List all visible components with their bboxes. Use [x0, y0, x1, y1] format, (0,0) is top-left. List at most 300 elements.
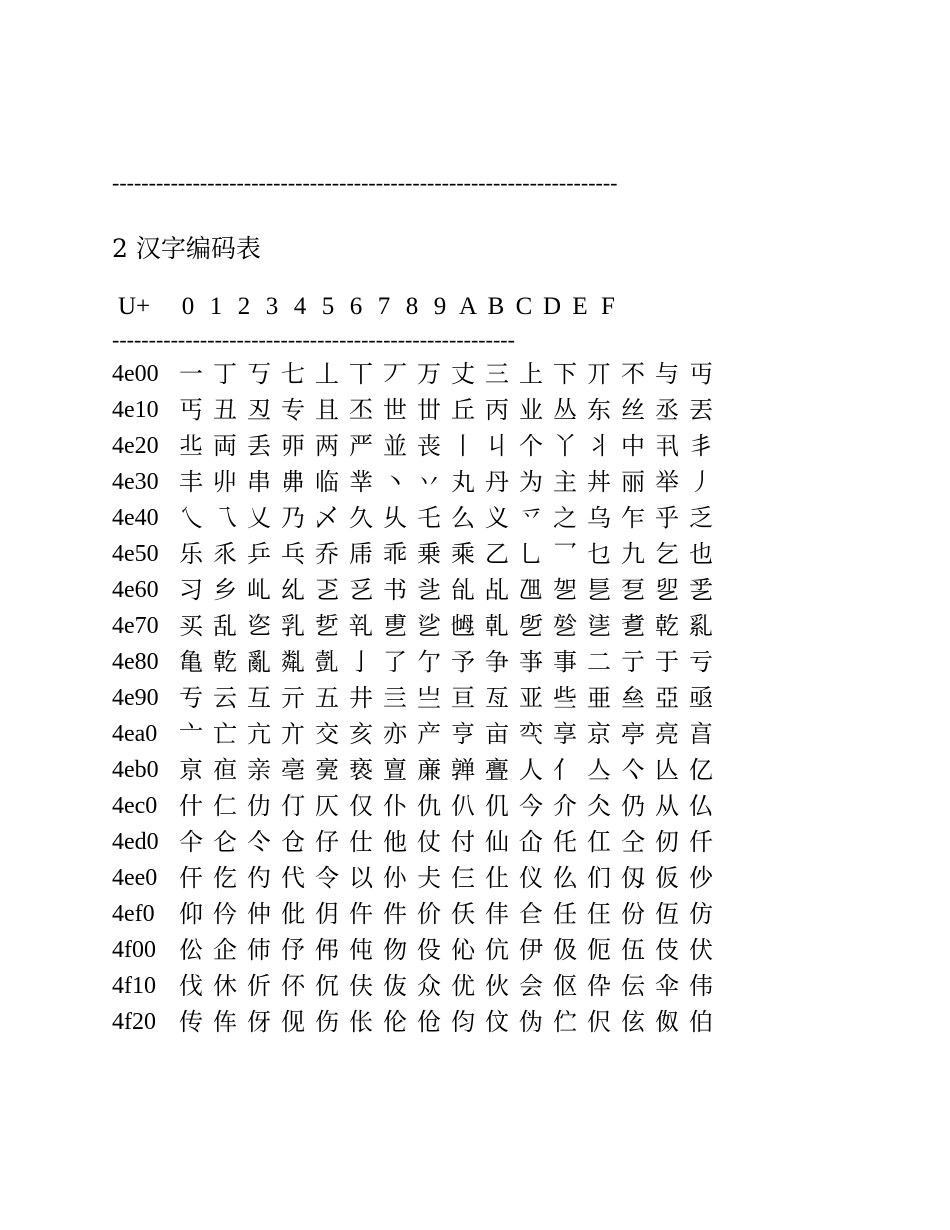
char-cell: 丟 — [689, 396, 713, 424]
char-cell: 乚 — [519, 540, 543, 568]
char-cell: 产 — [417, 720, 441, 748]
char-cell: 伜 — [587, 972, 611, 1000]
char-cell: 乌 — [587, 504, 611, 532]
char-cell: 争 — [485, 648, 509, 676]
char-cell: 丏 — [689, 360, 713, 388]
char-cell: 他 — [383, 828, 407, 856]
char-cell: 亩 — [485, 720, 509, 748]
char-cell: 些 — [553, 684, 577, 712]
table-row — [112, 824, 718, 860]
header-divider-line: ------------------------------------------------------- — [112, 327, 515, 352]
char-cell: 伉 — [485, 936, 509, 964]
row-characters — [174, 1004, 718, 1040]
char-cell: 亡 — [213, 720, 237, 748]
char-cell: 么 — [451, 504, 475, 532]
char-cell: 丘 — [451, 396, 475, 424]
char-cell: 介 — [553, 792, 577, 820]
char-cell: 伆 — [383, 936, 407, 964]
char-cell: 丮 — [655, 432, 679, 460]
header-column-5: 5 — [321, 293, 335, 320]
char-cell: 亀 — [179, 648, 203, 676]
char-cell: 仗 — [417, 828, 441, 856]
char-cell: 伧 — [417, 1008, 441, 1036]
header-columns — [174, 293, 622, 321]
char-cell: 丼 — [587, 468, 611, 496]
char-cell: 丑 — [213, 396, 237, 424]
header-column-e: E — [572, 293, 588, 320]
char-cell: 仠 — [179, 864, 203, 892]
char-cell: 人 — [519, 756, 543, 784]
char-cell: 仐 — [179, 828, 203, 856]
char-cell: 乿 — [689, 612, 713, 640]
char-cell: 乇 — [417, 504, 441, 532]
table-row — [112, 608, 718, 644]
header-column-2: 2 — [237, 293, 251, 320]
char-cell: 乭 — [621, 576, 645, 604]
char-cell: 仵 — [349, 900, 373, 928]
char-cell: 乨 — [451, 576, 475, 604]
table-row — [112, 644, 718, 680]
char-cell: 仃 — [281, 792, 305, 820]
char-cell: 亮 — [655, 720, 679, 748]
char-cell: 乞 — [655, 540, 679, 568]
char-cell: 乜 — [587, 540, 611, 568]
char-cell: 举 — [655, 468, 679, 496]
row-code: 4e10 — [112, 396, 159, 423]
char-cell: 丣 — [281, 432, 305, 460]
char-cell: 仢 — [247, 864, 271, 892]
header-column-4: 4 — [293, 293, 307, 320]
char-cell: 之 — [553, 504, 577, 532]
char-cell: 伅 — [349, 936, 373, 964]
char-cell: 乥 — [349, 576, 373, 604]
char-cell: 丹 — [485, 468, 509, 496]
char-cell: 乳 — [281, 612, 305, 640]
row-characters — [174, 608, 718, 644]
row-code: 4ed0 — [112, 828, 159, 855]
char-cell: 乲 — [247, 612, 271, 640]
char-cell: 仝 — [621, 828, 645, 856]
char-cell: 伛 — [553, 972, 577, 1000]
char-cell: 乎 — [655, 504, 679, 532]
section-title: 2 汉字编码表 — [112, 234, 261, 263]
char-cell: 仁 — [213, 792, 237, 820]
char-cell: 亾 — [655, 756, 679, 784]
char-cell: 乸 — [451, 612, 475, 640]
char-cell: 仓 — [281, 828, 305, 856]
char-cell: 为 — [519, 468, 543, 496]
char-cell: 亊 — [519, 648, 543, 676]
char-cell: 事 — [553, 648, 577, 676]
char-cell: 也 — [689, 540, 713, 568]
char-cell: 仲 — [247, 900, 271, 928]
char-cell: 丁 — [213, 360, 237, 388]
char-cell: 乘 — [451, 540, 475, 568]
char-cell: 伩 — [485, 1008, 509, 1036]
char-cell: 仯 — [689, 864, 713, 892]
table-row — [112, 680, 718, 716]
char-cell: 丢 — [247, 432, 271, 460]
char-cell: 亖 — [383, 684, 407, 712]
char-cell: 仈 — [451, 792, 475, 820]
char-cell: 仸 — [451, 900, 475, 928]
char-cell: 仾 — [655, 900, 679, 928]
char-cell: 乺 — [519, 612, 543, 640]
char-cell: 仉 — [485, 792, 509, 820]
char-cell: 仪 — [519, 864, 543, 892]
char-cell: 仍 — [621, 792, 645, 820]
char-cell: 今 — [519, 792, 543, 820]
row-characters — [174, 896, 718, 932]
char-cell: 仂 — [247, 792, 271, 820]
char-cell: 丅 — [349, 360, 373, 388]
char-cell: 亳 — [281, 756, 305, 784]
char-cell: 仜 — [587, 828, 611, 856]
char-cell: 亄 — [315, 648, 339, 676]
char-cell: 于 — [655, 648, 679, 676]
char-cell: 亓 — [281, 684, 305, 712]
char-cell: 亅 — [349, 648, 373, 676]
char-cell: 伊 — [519, 936, 543, 964]
char-cell: 亚 — [519, 684, 543, 712]
char-cell: 亝 — [621, 684, 645, 712]
char-cell: 价 — [417, 900, 441, 928]
char-cell: 京 — [587, 720, 611, 748]
char-cell: 伦 — [383, 1008, 407, 1036]
char-cell: 主 — [553, 468, 577, 496]
header-column-b: B — [487, 293, 505, 320]
char-cell: 伖 — [383, 972, 407, 1000]
char-cell: 乗 — [417, 540, 441, 568]
char-cell: 亼 — [587, 756, 611, 784]
char-cell: 乾 — [655, 612, 679, 640]
char-cell: 不 — [621, 360, 645, 388]
char-cell: 万 — [417, 360, 441, 388]
char-cell: 仺 — [519, 900, 543, 928]
char-cell: 両 — [213, 432, 237, 460]
char-cell: 仟 — [689, 828, 713, 856]
char-cell: 乱 — [213, 612, 237, 640]
char-cell: 亲 — [247, 756, 271, 784]
char-cell: 伄 — [315, 936, 339, 964]
char-cell: 亟 — [689, 684, 713, 712]
char-cell: 亻 — [553, 756, 577, 784]
char-cell: 丠 — [179, 432, 203, 460]
char-cell: 乕 — [349, 540, 373, 568]
char-cell: 乢 — [247, 576, 271, 604]
char-cell: 仇 — [417, 792, 441, 820]
char-cell: 什 — [179, 792, 203, 820]
char-cell: 丗 — [417, 396, 441, 424]
row-code: 4ec0 — [112, 792, 158, 819]
char-cell: 丐 — [179, 396, 203, 424]
char-cell: 仒 — [247, 828, 271, 856]
row-characters — [174, 680, 718, 716]
row-characters — [174, 788, 718, 824]
column-header-row — [112, 290, 622, 324]
char-cell: 乼 — [587, 612, 611, 640]
row-code: 4e60 — [112, 576, 159, 603]
table-row — [112, 536, 718, 572]
char-cell: 且 — [315, 396, 339, 424]
char-cell: 丧 — [417, 432, 441, 460]
char-cell: 们 — [587, 864, 611, 892]
char-cell: 伐 — [179, 972, 203, 1000]
char-cell: 予 — [451, 648, 475, 676]
char-cell: 亦 — [383, 720, 407, 748]
char-cell: 乊 — [519, 504, 543, 532]
char-cell: 乽 — [621, 612, 645, 640]
char-cell: 亞 — [655, 684, 679, 712]
char-cell: 乮 — [655, 576, 679, 604]
char-cell: 亸 — [451, 756, 475, 784]
char-cell: 丱 — [213, 468, 237, 496]
char-cell: 从 — [655, 792, 679, 820]
char-cell: 仑 — [213, 828, 237, 856]
row-characters — [174, 536, 718, 572]
char-cell: 亪 — [519, 720, 543, 748]
char-cell: 乩 — [485, 576, 509, 604]
table-row — [112, 968, 718, 1004]
row-code: 4ef0 — [112, 900, 155, 927]
char-cell: 书 — [383, 576, 407, 604]
table-row — [112, 392, 718, 428]
char-cell: 乧 — [417, 576, 441, 604]
char-cell: 伟 — [689, 972, 713, 1000]
header-column-9: 9 — [433, 293, 447, 320]
char-cell: 伡 — [213, 1008, 237, 1036]
char-cell: 仴 — [315, 900, 339, 928]
char-cell: 乂 — [247, 504, 271, 532]
char-cell: 久 — [349, 504, 373, 532]
char-cell: 了 — [383, 648, 407, 676]
char-cell: 乁 — [213, 504, 237, 532]
table-row — [112, 716, 718, 752]
char-cell: 乣 — [281, 576, 305, 604]
char-cell: 一 — [179, 360, 203, 388]
char-cell: 仞 — [655, 828, 679, 856]
char-cell: 仧 — [417, 864, 441, 892]
header-column-3: 3 — [265, 293, 279, 320]
char-cell: 仌 — [587, 792, 611, 820]
header-column-d: D — [542, 293, 562, 320]
row-characters — [174, 968, 718, 1004]
char-cell: 亹 — [485, 756, 509, 784]
char-cell: 付 — [451, 828, 475, 856]
table-row — [112, 464, 718, 500]
char-cell: 亏 — [689, 648, 713, 676]
char-cell: 传 — [179, 1008, 203, 1036]
char-cell: 三 — [485, 360, 509, 388]
char-cell: 交 — [315, 720, 339, 748]
char-cell: 串 — [247, 468, 271, 496]
char-cell: 並 — [383, 432, 407, 460]
char-cell: 五 — [315, 684, 339, 712]
char-cell: 丒 — [247, 396, 271, 424]
code-table — [112, 356, 718, 1040]
char-cell: 仚 — [519, 828, 543, 856]
char-cell: 仮 — [655, 864, 679, 892]
char-cell: 休 — [213, 972, 237, 1000]
char-cell: 乒 — [247, 540, 271, 568]
char-cell: 乫 — [553, 576, 577, 604]
table-row — [112, 896, 718, 932]
header-column-c: C — [515, 293, 533, 320]
char-cell: 世 — [383, 396, 407, 424]
char-cell: 丰 — [179, 468, 203, 496]
table-row — [112, 428, 718, 464]
char-cell: 仹 — [485, 900, 509, 928]
char-cell: 丛 — [553, 396, 577, 424]
char-cell: 专 — [281, 396, 305, 424]
char-cell: 与 — [655, 360, 679, 388]
char-cell: 仛 — [553, 828, 577, 856]
row-code: 4f10 — [112, 972, 156, 999]
char-cell: 亘 — [451, 684, 475, 712]
char-cell: 丳 — [281, 468, 305, 496]
char-cell: 亥 — [349, 720, 373, 748]
char-cell: 丸 — [451, 468, 475, 496]
char-cell: 伂 — [247, 936, 271, 964]
char-cell: 伤 — [315, 1008, 339, 1036]
char-cell: 丄 — [315, 360, 339, 388]
char-cell: 仳 — [281, 900, 305, 928]
char-cell: 伮 — [655, 1008, 679, 1036]
char-cell: 乹 — [485, 612, 509, 640]
header-prefix: U+ — [118, 293, 151, 320]
char-cell: 丽 — [621, 468, 645, 496]
char-cell: 丂 — [247, 360, 271, 388]
char-cell: 企 — [213, 936, 237, 964]
header-column-0: 0 — [181, 293, 195, 320]
char-cell: 乶 — [383, 612, 407, 640]
table-row — [112, 788, 718, 824]
char-cell: 亙 — [485, 684, 509, 712]
table-row — [112, 1004, 718, 1040]
header-column-f: F — [601, 293, 615, 320]
char-cell: 享 — [553, 720, 577, 748]
char-cell: 乻 — [553, 612, 577, 640]
char-cell: 亭 — [621, 720, 645, 748]
table-row — [112, 860, 718, 896]
char-cell: 亵 — [349, 756, 373, 784]
row-characters — [174, 860, 718, 896]
char-cell: 九 — [621, 540, 645, 568]
row-characters — [174, 500, 718, 536]
char-cell: 伬 — [587, 1008, 611, 1036]
char-cell: 伝 — [621, 972, 645, 1000]
char-cell: 丫 — [553, 432, 577, 460]
char-cell: 乬 — [587, 576, 611, 604]
char-cell: 伏 — [689, 936, 713, 964]
row-code: 4f20 — [112, 1008, 156, 1035]
char-cell: 伎 — [655, 936, 679, 964]
char-cell: 伌 — [587, 936, 611, 964]
char-cell: 丿 — [689, 468, 713, 496]
char-cell: 伥 — [349, 1008, 373, 1036]
char-cell: 乀 — [179, 504, 203, 532]
row-code: 4e50 — [112, 540, 159, 567]
char-cell: 乑 — [213, 540, 237, 568]
row-code: 4eb0 — [112, 756, 159, 783]
char-cell: 乖 — [383, 540, 407, 568]
char-cell: 伈 — [451, 936, 475, 964]
char-cell: 乴 — [315, 612, 339, 640]
table-row — [112, 356, 718, 392]
row-code: 4e30 — [112, 468, 159, 495]
char-cell: 乓 — [281, 540, 305, 568]
char-cell: 严 — [349, 432, 373, 460]
char-cell: 伢 — [247, 1008, 271, 1036]
char-cell: 仅 — [349, 792, 373, 820]
row-characters — [174, 572, 718, 608]
char-cell: 以 — [349, 864, 373, 892]
row-code: 4e00 — [112, 360, 159, 387]
char-cell: 井 — [349, 684, 373, 712]
char-cell: 任 — [553, 900, 577, 928]
char-cell: 亍 — [621, 648, 645, 676]
char-cell: 伕 — [349, 972, 373, 1000]
char-cell: 亇 — [417, 648, 441, 676]
char-cell: 丕 — [349, 396, 373, 424]
char-cell: 丩 — [485, 432, 509, 460]
char-cell: 亠 — [179, 720, 203, 748]
char-cell: 仦 — [383, 864, 407, 892]
char-cell: 伋 — [553, 936, 577, 964]
header-column-8: 8 — [405, 293, 419, 320]
char-cell: 乷 — [417, 612, 441, 640]
char-cell: 上 — [519, 360, 543, 388]
header-column-7: 7 — [377, 293, 391, 320]
char-cell: 伃 — [281, 936, 305, 964]
char-cell: 伞 — [655, 972, 679, 1000]
char-cell: 乄 — [315, 504, 339, 532]
char-cell: 乔 — [315, 540, 339, 568]
char-cell: 个 — [519, 432, 543, 460]
char-cell: 仕 — [349, 828, 373, 856]
char-cell: 份 — [621, 900, 645, 928]
char-cell: 中 — [621, 432, 645, 460]
row-characters — [174, 752, 718, 788]
table-row — [112, 752, 718, 788]
char-cell: 伫 — [553, 1008, 577, 1036]
char-cell: 仩 — [485, 864, 509, 892]
char-cell: 下 — [553, 360, 577, 388]
char-cell: 亐 — [179, 684, 203, 712]
char-cell: 伓 — [281, 972, 305, 1000]
row-characters — [174, 464, 718, 500]
row-characters — [174, 428, 718, 464]
char-cell: 丶 — [383, 468, 407, 496]
char-cell: 云 — [213, 684, 237, 712]
char-cell: 代 — [281, 864, 305, 892]
row-code: 4ea0 — [112, 720, 158, 747]
row-characters — [174, 356, 718, 392]
row-code: 4f00 — [112, 936, 156, 963]
char-cell: 丌 — [587, 360, 611, 388]
char-cell: 乵 — [349, 612, 373, 640]
char-cell: 买 — [179, 612, 203, 640]
char-cell: 伙 — [485, 972, 509, 1000]
char-cell: 会 — [519, 972, 543, 1000]
char-cell: 乐 — [179, 540, 203, 568]
char-cell: 仏 — [689, 792, 713, 820]
char-cell: 东 — [587, 396, 611, 424]
char-cell: 伭 — [621, 1008, 645, 1036]
char-cell: 义 — [485, 504, 509, 532]
char-cell: 乍 — [621, 504, 645, 532]
char-cell: 亱 — [213, 756, 237, 784]
